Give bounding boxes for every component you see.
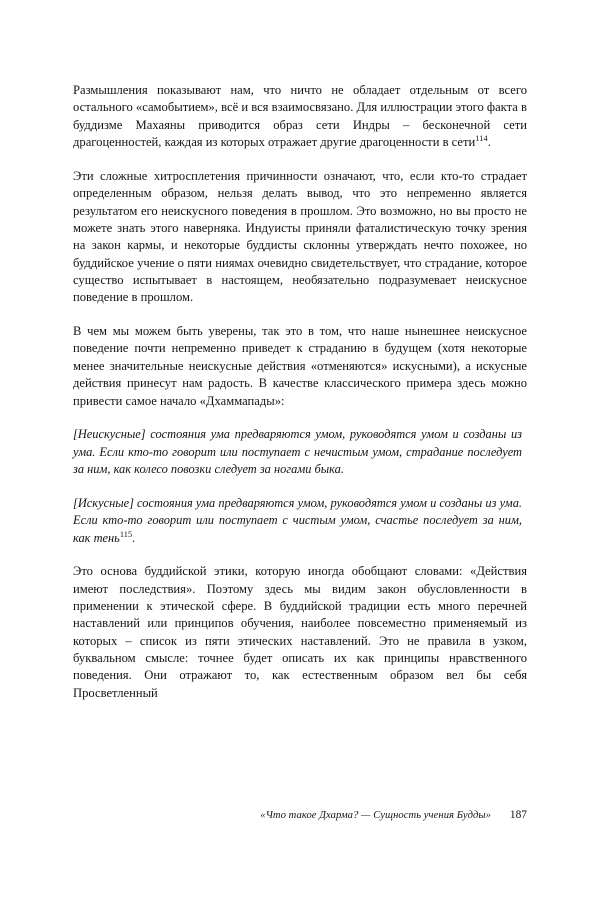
- paragraph-text: Это основа буддийской этики, которую иногда обобщают словами: «Действия имеют последствия». Поэтому здесь мы видим закон обусловленности в применении к этической сфере. В буддийской традиции есть много перечней наставлений или принципов обучения, наиболее повсеместно применяемый из которых – список из пяти этических наставлений. Это не правила в узком, буквальном смысле: точнее будет описать их как принципы нравственного поведения. Они отражают то, как естественным образом вел бы себя Просветленный: [73, 564, 527, 700]
- paragraph-text: В чем мы можем быть уверены, так это в том, что наше нынешнее неискусное поведение почти непременно приведет к страданию в будущем (хотя некоторые менее значительные неискусные действия «отменяются» искусными), а искусные действия принесут нам радость. В качестве классического примера здесь можно привести самое начало «Дхаммапады»:: [73, 324, 527, 408]
- block-quote: [73, 426, 522, 478]
- running-head: «Что такое Дхарма? — Сущность учения Будды»: [260, 810, 491, 821]
- paragraph-text-tail: .: [487, 135, 491, 150]
- body-paragraph: [73, 168, 527, 307]
- paragraph-text: Эти сложные хитросплетения причинности означают, что, если кто-то страдает определенным образом, нельзя делать вывод, что это непременно является результатом его неискусного поведения в прошлом. Это возможно, но вы просто не можете знать этого наверняка. Индуисты приняли фаталистическую точку зрения на закон кармы, и некоторые буддисты склонны утверждать нечто похожее, но буддийское учение о пяти ниямах очевидно свидетельствует, что страдание, которое существо испытывает в настоящем, необязательно подразумевает неискусное поведение в прошлом.: [73, 168, 527, 305]
- page-text-column: [73, 82, 527, 702]
- quote-text: [Неискусные] состояния ума предваряются умом, руководятся умом и созданы из ума. Если кто-то говорит или поступает с нечистым умом, страдание последует за ним, как колесо повозки следует за ногами быка.: [73, 427, 522, 477]
- page-number: 187: [509, 809, 527, 821]
- paragraph-text: Размышления показывают нам, что ничто не обладает отдельным от всего остального «самобытием», всё и вся взаимосвязано. Для иллюстрации этого факта в буддизме Махаяны приводится образ сети Индры – бесконечной сети драгоценностей, каждая из которых отражает другие драгоценности в сети: [73, 83, 527, 150]
- quote-text: [Искусные] состояния ума предваряются умом, руководятся умом и созданы из ума. Если кто-то говорит или поступает с чистым умом, счастье последует за ним, как тень: [73, 495, 522, 545]
- quote-text-tail: .: [132, 530, 136, 545]
- body-paragraph: [73, 563, 527, 702]
- body-paragraph: [73, 82, 527, 151]
- footnote-marker-115[interactable]: 115: [119, 529, 133, 539]
- body-paragraph: [73, 323, 527, 410]
- footnote-marker-114[interactable]: 114: [475, 133, 488, 143]
- page-footer: [73, 808, 527, 823]
- block-quote: [73, 495, 522, 547]
